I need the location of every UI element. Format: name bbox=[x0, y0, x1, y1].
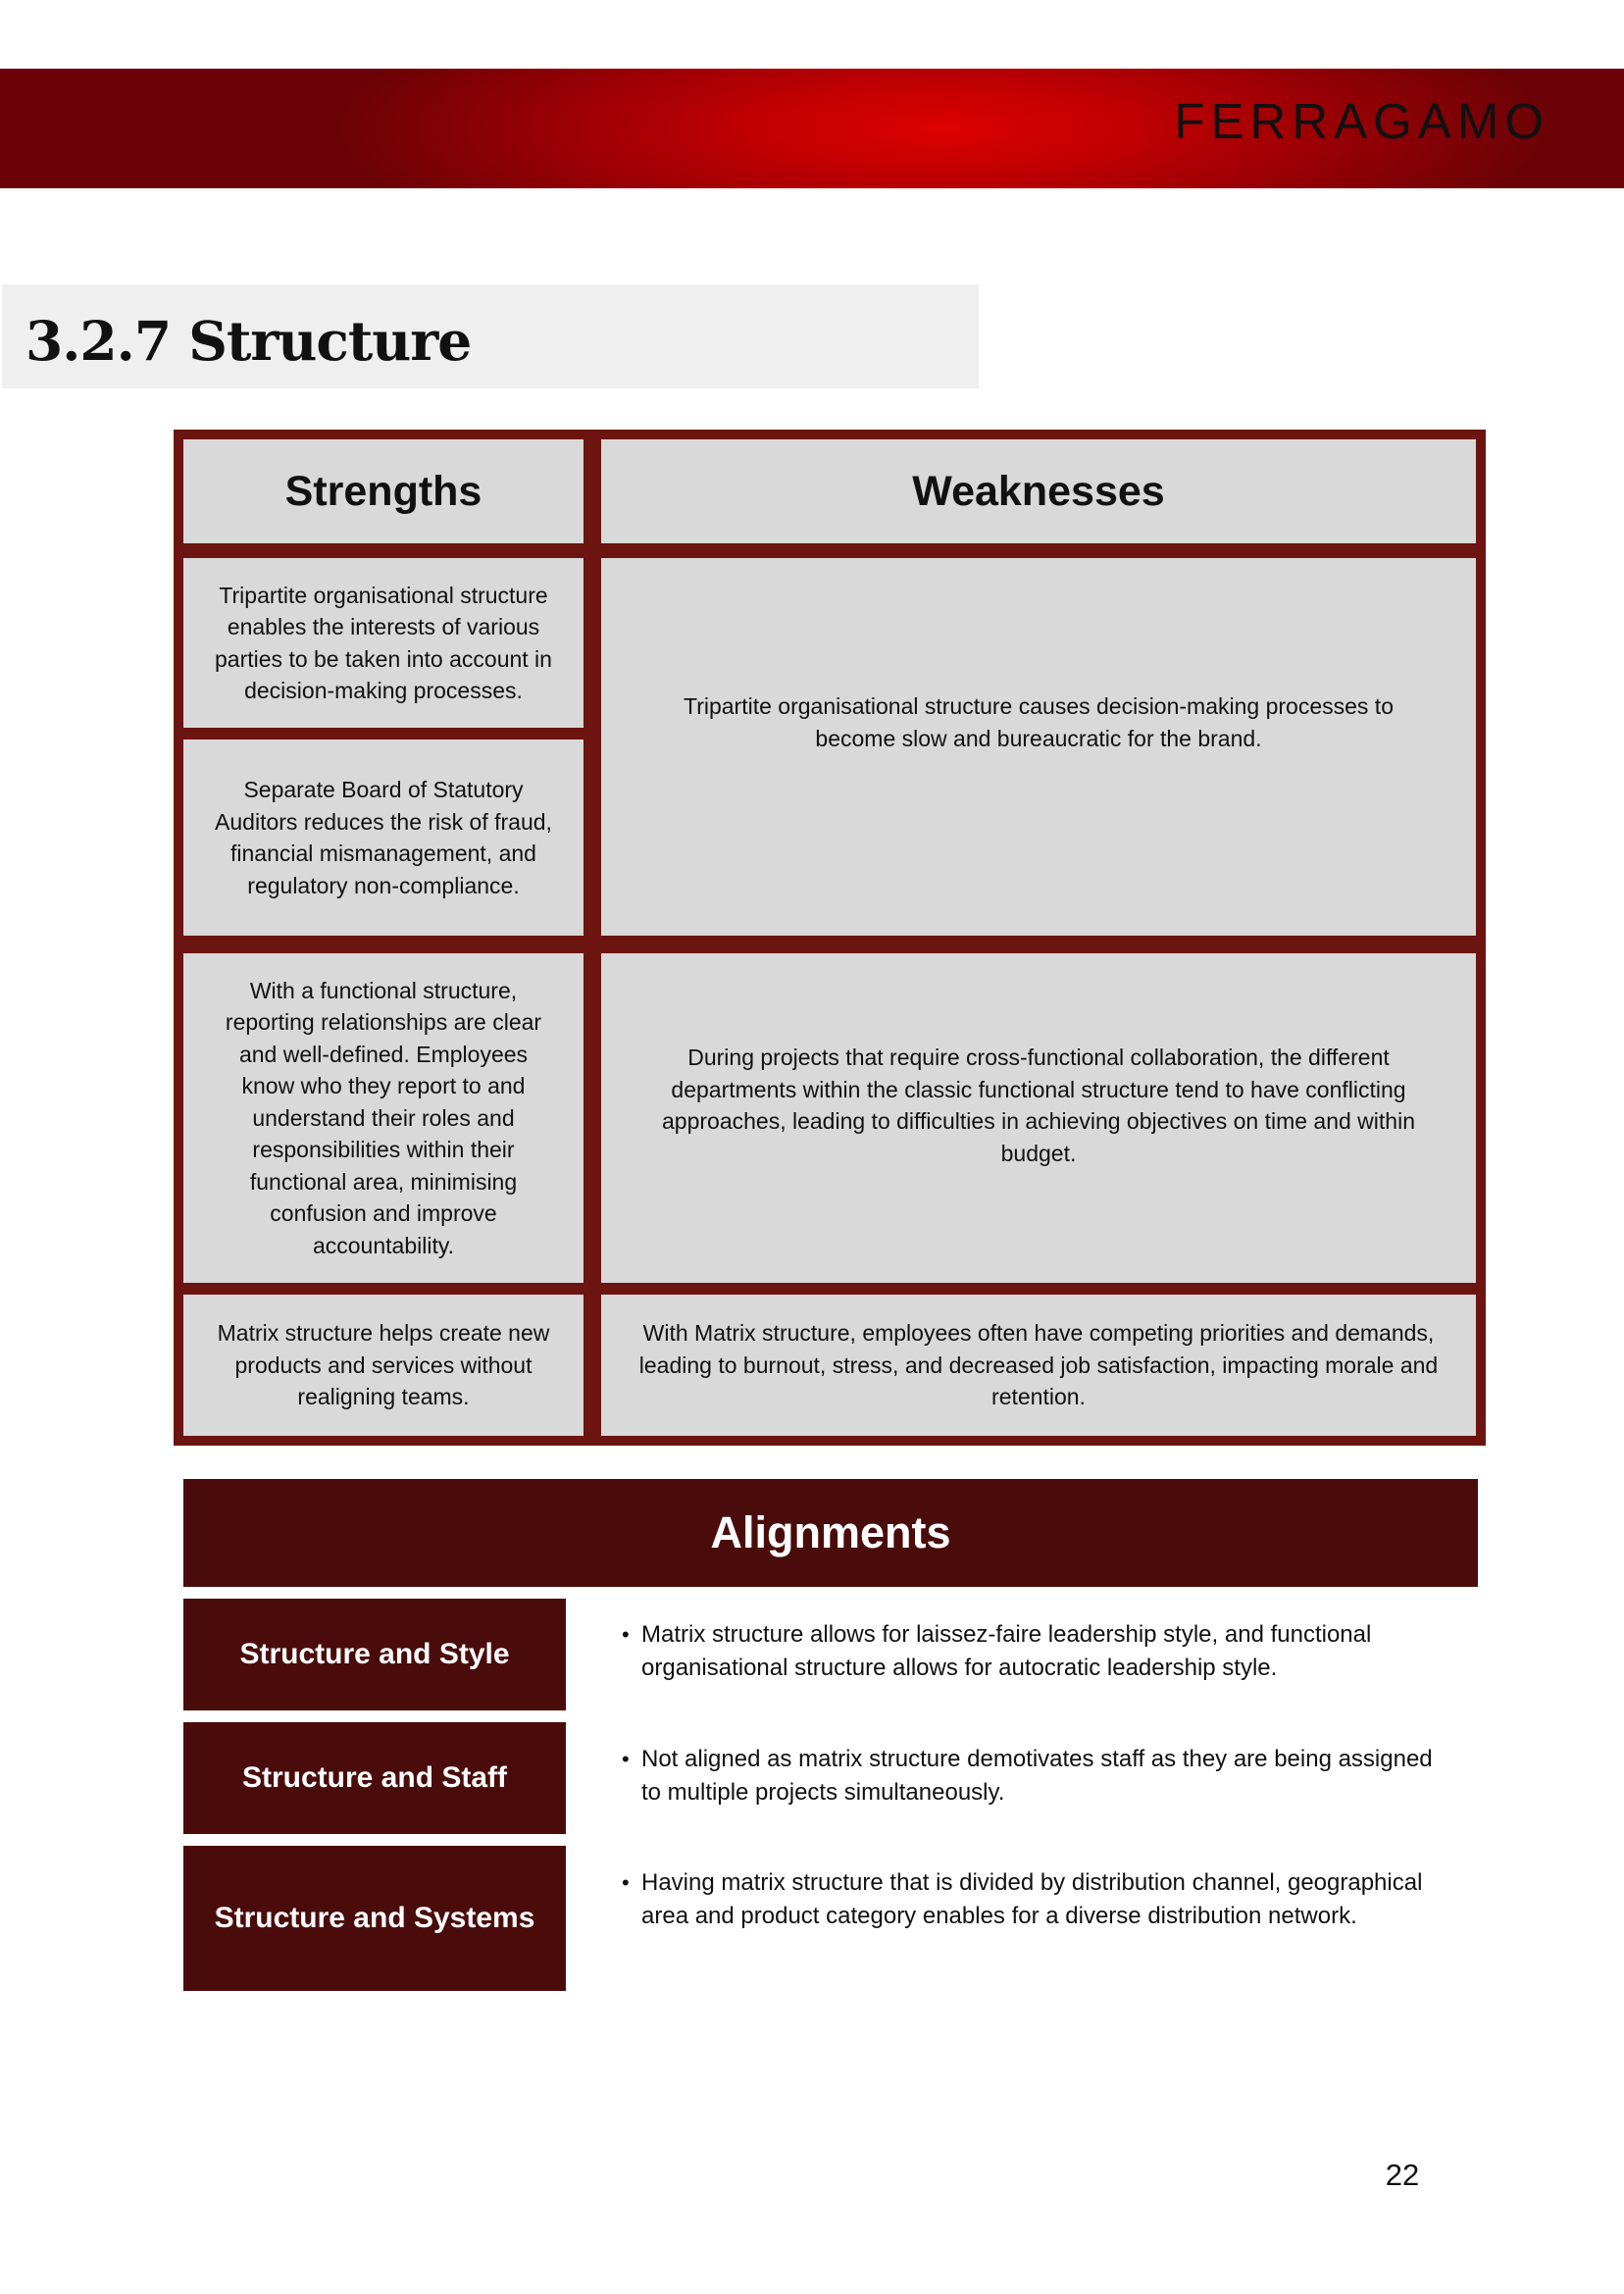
strengths-weaknesses-table bbox=[174, 430, 1486, 1446]
header-banner bbox=[0, 69, 1624, 188]
bullet-icon: • bbox=[622, 1747, 630, 1771]
alignments-heading: Alignments bbox=[710, 1507, 951, 1557]
strengths-heading: Strengths bbox=[284, 467, 482, 515]
alignment-text: Matrix structure allows for laissez-faire leadership style, and functional organisational structure allows for autocratic leadership style. bbox=[641, 1621, 1372, 1681]
strength-text: Separate Board of Statutory Auditors reduces the risk of fraud, financial mismanagement, and regulatory non-compliance. bbox=[215, 777, 552, 898]
alignment-label-text: Structure and Systems bbox=[214, 1902, 535, 1934]
page-number: 22 bbox=[1385, 2158, 1420, 2192]
weakness-cell bbox=[601, 1295, 1476, 1436]
alignments-header bbox=[183, 1479, 1478, 1587]
weakness-cell bbox=[601, 558, 1476, 936]
weaknesses-heading: Weaknesses bbox=[912, 467, 1165, 515]
strength-cell bbox=[183, 1295, 584, 1436]
bullet-icon: • bbox=[622, 1622, 630, 1647]
alignment-label-text: Structure and Staff bbox=[241, 1761, 508, 1794]
weakness-text: Tripartite organisational structure causes decision-making processes to become slow and bureaucratic for the brand. bbox=[684, 693, 1394, 751]
weakness-cell bbox=[601, 953, 1476, 1283]
alignment-label-style bbox=[183, 1599, 566, 1710]
strengths-header bbox=[183, 439, 584, 543]
alignment-label-text: Structure and Style bbox=[239, 1638, 510, 1670]
alignment-text: Not aligned as matrix structure demotivates staff as they are being assigned to multiple projects simultaneously. bbox=[641, 1746, 1433, 1806]
strength-cell bbox=[183, 953, 584, 1283]
section-title: 3.2.7 Structure bbox=[25, 309, 472, 373]
brand-logo: FERRAGAMO bbox=[1174, 93, 1549, 149]
strength-cell bbox=[183, 739, 584, 936]
section-heading bbox=[2, 284, 979, 388]
strength-text: Matrix structure helps create new products and services without realigning teams. bbox=[217, 1320, 550, 1410]
alignment-label-systems bbox=[183, 1846, 566, 1991]
weakness-text: During projects that require cross-functional collaboration, the different departments within the classic functional structure tend to have conflicting approaches, leading to difficulties in achieving objectives on time and within budget. bbox=[662, 1045, 1415, 1166]
alignment-label-staff bbox=[183, 1722, 566, 1834]
alignment-text: Having matrix structure that is divided by distribution channel, geographical area and product category enables for a diverse distribution network. bbox=[641, 1869, 1423, 1929]
weakness-text: With Matrix structure, employees often have competing priorities and demands, leading to burnout, stress, and decreased job satisfaction, impacting morale and retention. bbox=[638, 1320, 1439, 1410]
strength-text: Tripartite organisational structure enables the interests of various parties to be taken into account in decision-making processes. bbox=[215, 582, 552, 703]
strength-text: With a functional structure, reporting relationships are clear and well-defined. Employees know who they report to and understand their roles and responsibilities within their functional area, minimising confusion and improve accountability. bbox=[225, 977, 542, 1258]
weaknesses-header bbox=[601, 439, 1476, 543]
strength-cell bbox=[183, 558, 584, 728]
bullet-icon: • bbox=[622, 1870, 630, 1895]
